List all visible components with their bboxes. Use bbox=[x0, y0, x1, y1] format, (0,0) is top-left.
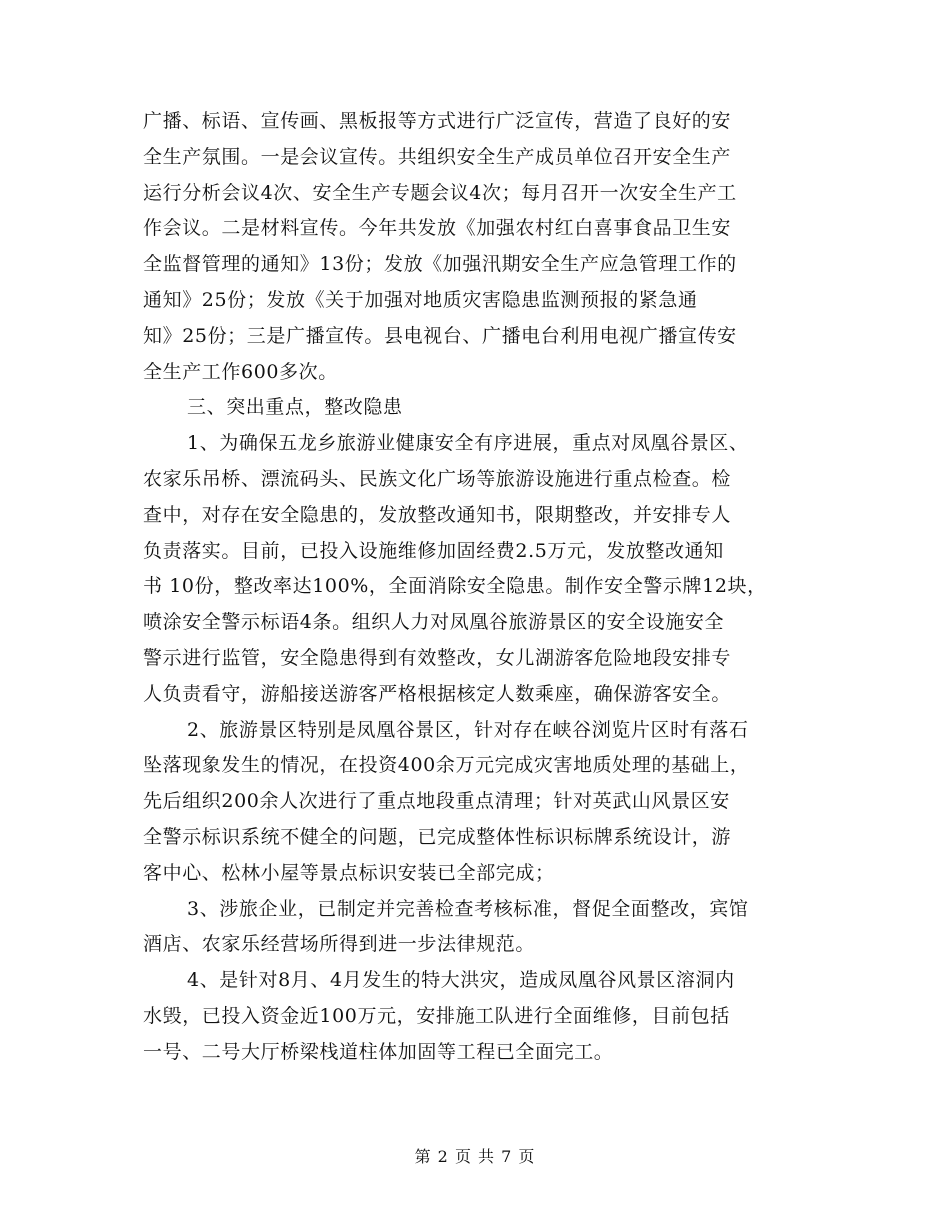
text-line: 水毁，已投入资金近100万元，安排施工队进行全面维修，目前包括 bbox=[143, 1004, 730, 1027]
text-line: 酒店、农家乐经营场所得到进一步法律规范。 bbox=[143, 933, 536, 956]
text-line: 查中，对存在安全隐患的，发放整改通知书，限期整改，并安排专人 bbox=[143, 503, 732, 526]
text-line: 全警示标识系统不健全的问题，已完成整体性标识标牌系统设计，游 bbox=[143, 825, 732, 848]
text-line: 书 10份，整改率达100%，全面消除安全隐患。制作安全警示牌12块， bbox=[143, 575, 767, 598]
text-line: 警示进行监管，安全隐患得到有效整改，女儿湖游客危险地段安排专 bbox=[143, 646, 732, 669]
text-line: 作会议。二是材料宣传。今年共发放《加强农村红白喜事食品卫生安 bbox=[143, 217, 732, 240]
paragraph-start: 2、旅游景区特别是凤凰谷景区，针对存在峡谷浏览片区时有落石 bbox=[187, 718, 749, 741]
text-line: 知》25份；三是广播宣传。县电视台、广播电台利用电视广播宣传安 bbox=[143, 324, 737, 347]
body-text bbox=[143, 104, 811, 1071]
page-number: 第 2 页 共 7 页 bbox=[414, 1147, 536, 1166]
text-line: 人负责看守，游船接送游客严格根据核定人数乘座，确保游客安全。 bbox=[143, 682, 732, 705]
paragraph-start: 3、涉旅企业，已制定并完善检查考核标准，督促全面整改，宾馆 bbox=[187, 897, 749, 920]
paragraph-start: 1、为确保五龙乡旅游业健康安全有序进展，重点对凤凰谷景区、 bbox=[187, 432, 749, 455]
text-line: 农家乐吊桥、漂流码头、民族文化广场等旅游设施进行重点检查。检 bbox=[143, 467, 732, 490]
text-line: 喷涂安全警示标语4条。组织人力对凤凰谷旅游景区的安全设施安全 bbox=[143, 611, 725, 634]
text-line: 先后组织200余人次进行了重点地段重点清理；针对英武山风景区安 bbox=[143, 790, 730, 813]
text-line: 运行分析会议4次、安全生产专题会议4次；每月召开一次安全生产工 bbox=[143, 181, 737, 204]
text-line: 全生产氛围。一是会议宣传。共组织安全生产成员单位召开安全生产 bbox=[143, 145, 732, 168]
text-line: 通知》25份；发放《关于加强对地质灾害隐患监测预报的紧急通 bbox=[143, 288, 698, 311]
text-line: 负责落实。目前，已投入设施维修加固经费2.5万元，发放整改通知 bbox=[143, 539, 724, 562]
text-line: 全监督管理的通知》13份；发放《加强汛期安全生产应急管理工作的 bbox=[143, 253, 737, 276]
text-line: 坠落现象发生的情况，在投资400余万元完成灾害地质处理的基础上， bbox=[143, 754, 750, 777]
text-line: 广播、标语、宣传画、黑板报等方式进行广泛宣传，营造了良好的安 bbox=[143, 110, 732, 132]
paragraph-start: 4、是针对8月、4月发生的特大洪灾，造成凤凰谷风景区溶洞内 bbox=[187, 969, 735, 992]
text-line: 一号、二号大厅桥梁栈道柱体加固等工程已全面完工。 bbox=[143, 1040, 614, 1063]
page-footer bbox=[0, 1144, 950, 1167]
text-line: 客中心、松林小屋等景点标识安装已全部完成； bbox=[143, 861, 555, 884]
section-heading: 三、突出重点，整改隐患 bbox=[187, 396, 403, 419]
text-line: 全生产工作600多次。 bbox=[143, 360, 338, 383]
